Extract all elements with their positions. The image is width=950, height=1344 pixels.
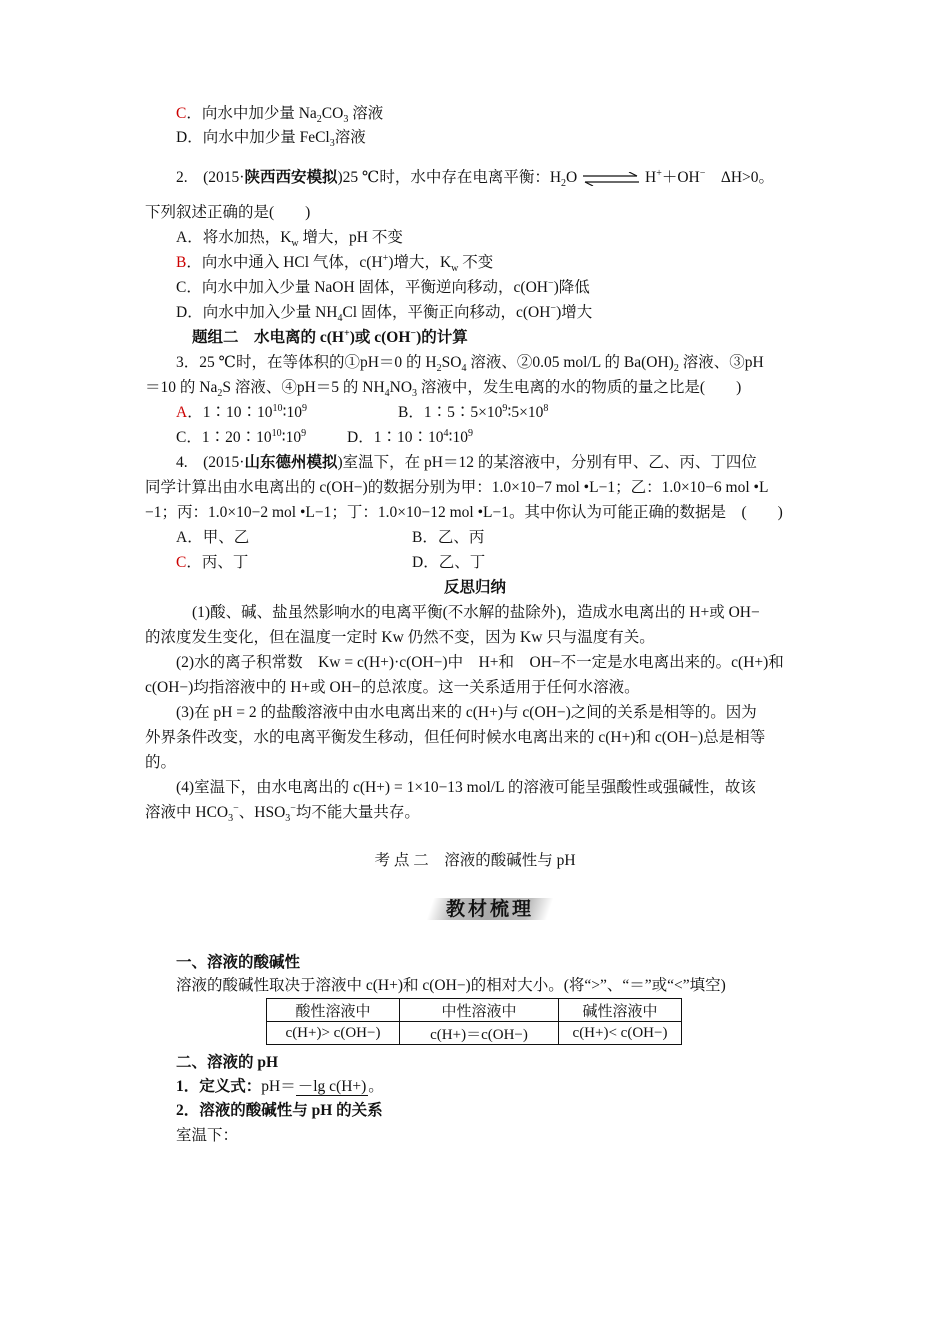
q3-option-a: A．$1∶10∶10^{10}∶10^9$ (176, 403, 308, 421)
q4-option-d: D．乙、丁 (412, 554, 486, 571)
heading-ph-relation: 2．溶液的酸碱性与 pH 的关系 (176, 1102, 383, 1119)
q3-option-c: C．$1∶20∶10^{10}∶10^9$ (176, 428, 307, 446)
q2-option-a: A．将水加热，$K_w$ 增大，pH 不变 (176, 229, 403, 249)
ph-definition: 1．定义式：pH＝ －lg c(H+) 。 (176, 1078, 384, 1095)
reflection-p2-line1: (2)水的离子积常数 Kw = c(H+)·c(OH−)中 H+和 OH−不一定是水电离出来的。c(H+)和 (176, 654, 784, 671)
table-header-row (267, 999, 682, 1022)
heading-ph: 二、溶液的 pH (176, 1054, 279, 1071)
ph-definition-answer: －lg c(H+) (297, 1078, 367, 1095)
q4-option-b: B．乙、丙 (412, 529, 485, 546)
q3-option-b: B．$1∶5∶5\times 10^9∶5\times 10^8$ (398, 403, 549, 421)
reflection-p4-line1: (4)室温下，由水电离出的 c(H+) = 1×10−13 mol/L 的溶液可能呈强酸性或强碱性，故该 (176, 779, 756, 796)
reflection-p4-line2: 溶液中 $HCO_3^-$、$HSO_3^-$均不能大量共存。 (145, 803, 420, 824)
reflection-p1-line2: 的浓度发生变化，但在温度一定时 Kw 仍然不变，因为 Kw 只与温度有关。 (145, 629, 655, 646)
reflection-p3-line1: (3)在 pH = 2 的盐酸溶液中由水电离出来的 c(H+)与 c(OH−)之间的关系是相等的。因为 (176, 704, 757, 721)
heading-acidity: 一、溶液的酸碱性 (176, 954, 301, 971)
table-cell: c(H+)< c(OH−) (559, 1022, 682, 1045)
q2-option-b: B．向水中通入 HCl 气体，c(H+)增大，$K_w$ 不变 (176, 253, 494, 274)
reflection-p1-line1: (1)酸、碱、盐虽然影响水的电离平衡(不水解的盐除外)，造成水电离出的 H+或 OH− (192, 604, 760, 621)
table-cell: c(H+)> c(OH−) (267, 1022, 400, 1045)
acidity-table (266, 998, 682, 1045)
q1-option-d: D．向水中加少量 FeCl$_3$溶液 (176, 129, 366, 149)
q4-stem-line1: 4. (2015·山东德州模拟)室温下，在 pH＝12 的某溶液中，分别有甲、乙、丙、丁四位 (176, 454, 757, 471)
q2-stem-line2: 下列叙述正确的是( ) (145, 204, 311, 221)
table-header: 酸性溶液中 (267, 999, 400, 1022)
q3-stem-line2: ＝10 的 $Na_2S$ 溶液、④pH＝5 的 $NH_4NO_3$ 溶液中，发生电离的水的物质的量之比是( ) (145, 379, 742, 399)
table-header: 碱性溶液中 (559, 999, 682, 1022)
q4-option-c: C．丙、丁 (176, 554, 249, 571)
reflection-p3-line2: 外界条件改变，水的电离平衡发生移动，但任何时候水电离出来的 c(H+)和 c(OH−)总是相等 (145, 729, 766, 746)
q2-option-d: D．向水中加入少量 $NH_4Cl$ 固体，平衡正向移动，c(OH−)增大 (176, 303, 593, 324)
table-header: 中性溶液中 (400, 999, 559, 1022)
q2-option-c: C．向水中加入少量 NaOH 固体，平衡逆向移动，c(OH−)降低 (176, 278, 590, 296)
q2-stem: 2. (2015·陕西西安模拟)25 ℃时，水中存在电离平衡：$H_2O$ H+＋OH− ΔH>0。 (176, 168, 775, 189)
q4-option-a: A．甲、乙 (176, 529, 250, 546)
reflection-p3-line3: 的。 (145, 754, 177, 771)
q3-stem-line1: 3．25 ℃时，在等体积的①pH＝0 的 $H_2SO_4$ 溶液、②0.05 mol/L 的 $Ba(OH)_2$ 溶液、③pH (176, 354, 764, 374)
reflection-p2-line2: c(OH−)均指溶液中的 H+或 OH−的总浓度。这一关系适用于任何水溶液。 (145, 679, 640, 696)
reflection-title: 反思归纳 (443, 579, 506, 596)
table-cell: c(H+)＝c(OH−) (400, 1022, 559, 1045)
section2-title: 考 点 二 溶液的酸碱性与 pH (374, 852, 576, 869)
banner-text: 教材梳理 (445, 898, 534, 920)
room-temperature-label: 室温下： (176, 1127, 239, 1144)
textbook-review-banner (430, 892, 550, 924)
table-row (267, 1022, 682, 1045)
q3-option-d: D．$1∶10∶10^4∶10^9$ (347, 428, 473, 446)
group2-heading: 题组二 水电离的 c(H+)或 c(OH−)的计算 (192, 328, 468, 346)
q1-option-c: C．向水中加少量 $Na_2CO_3$ 溶液 (176, 105, 384, 125)
acidity-intro: 溶液的酸碱性取决于溶液中 c(H+)和 c(OH−)的相对大小。(将“>”、“＝”或“<”填空) (176, 977, 726, 994)
q4-stem-line3: −1；丙：1.0×10−2 mol •L−1；丁：1.0×10−12 mol •L−1。其中你认为可能正确的数据是 ( ) (145, 504, 783, 521)
q4-stem-line2: 同学计算出由水电离出的 c(OH−)的数据分别为甲：1.0×10−7 mol •L−1；乙：1.0×10−6 mol •L (145, 479, 769, 496)
equilibrium-arrow-icon (581, 171, 641, 185)
